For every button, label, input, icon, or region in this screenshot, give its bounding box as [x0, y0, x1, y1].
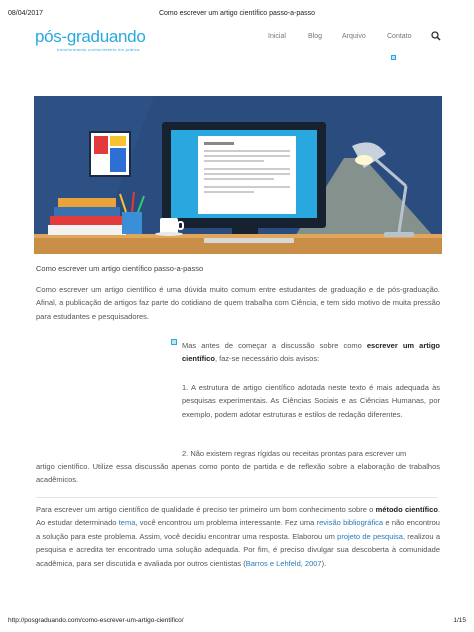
link-projeto-de-pesquisa[interactable]: projeto de pesquisa — [337, 531, 403, 541]
nav-item-blog[interactable]: Blog — [308, 33, 323, 40]
link-barros-lehfeld[interactable]: Barros e Lehfeld, 2007 — [245, 558, 322, 568]
notice-paragraph: Mas antes de começar a discussão sobre como escrever um artigo científico, faz-se necessário dois avisos: — [182, 341, 440, 364]
nav-item-inicial[interactable]: Inicial — [268, 33, 286, 40]
notice-item-1: 1. A estrutura de artigo científico adotada neste texto é mais adequada às pesquisas experimentais. As Ciências Sociais e as Ciências Humanas, por exemplo, podem adotar estruturas e estilos de redação diferentes. — [182, 383, 440, 419]
image-caption: Como escrever um artigo científico passo-a-passo — [36, 264, 204, 273]
print-date: 08/04/2017 — [8, 10, 44, 17]
notice-item-2-cont: artigo científico. Utilize essa discussão apenas como ponto de partida e de reflexão sobre a elaboração de trabalhos acadêmicos. — [36, 462, 440, 485]
broken-image-icon — [391, 55, 396, 60]
logo-text: pós-graduando — [35, 27, 146, 46]
hero-illustration — [34, 96, 442, 254]
nav-item-contato[interactable]: Contato — [387, 33, 412, 40]
site-logo[interactable] — [35, 27, 155, 51]
search-icon[interactable] — [431, 31, 441, 41]
link-tema[interactable]: tema — [118, 518, 136, 528]
method-paragraph: Para escrever um artigo científico de qualidade é preciso ter primeiro um bom conhecimento sobre o método científico. Ao estudar determinado tema, você encontrou um problema interessante. Fez uma revisão bibliográfica e não encontrou a solução para este problema. Assim, você decidiu encontrar uma resposta. Elaborou um projeto de pesquisa, realizou a pesquisa e acredita ter encontrado uma solução adequada. Por fim, é preciso divulgar sua descoberta à comunidade acadêmica, para ser discutida e avaliada por outros cientistas (Barros e Lehfeld, 2007). — [36, 505, 440, 568]
link-revisao-bibliografica[interactable]: revisão bibliográfica — [316, 518, 384, 528]
print-title: Como escrever um artigo científico passo-a-passo — [158, 10, 315, 17]
print-page-count: 1/15 — [453, 617, 466, 624]
divider — [36, 497, 438, 498]
logo-tagline: transformando conhecimento em prática — [57, 47, 140, 52]
print-url: http://posgraduando.com/como-escrever-um-artigo-cientifico/ — [8, 617, 184, 624]
notice-item-2-start: 2. Não existem regras rígidas ou receitas prontas para escrever um — [182, 449, 407, 458]
print-header — [8, 10, 466, 20]
nav-item-arquivo[interactable]: Arquivo — [342, 33, 366, 40]
intro-paragraph: Como escrever um artigo científico é uma dúvida muito comum entre estudantes de graduação e de pós-graduação. Afinal, a publicação de artigos faz parte do cotidiano de quem trabalha com Ciência, e tem sido motivo de muita pressão para estudantes e pesquisadores. — [36, 285, 440, 321]
notice-bullet-icon — [171, 339, 177, 345]
